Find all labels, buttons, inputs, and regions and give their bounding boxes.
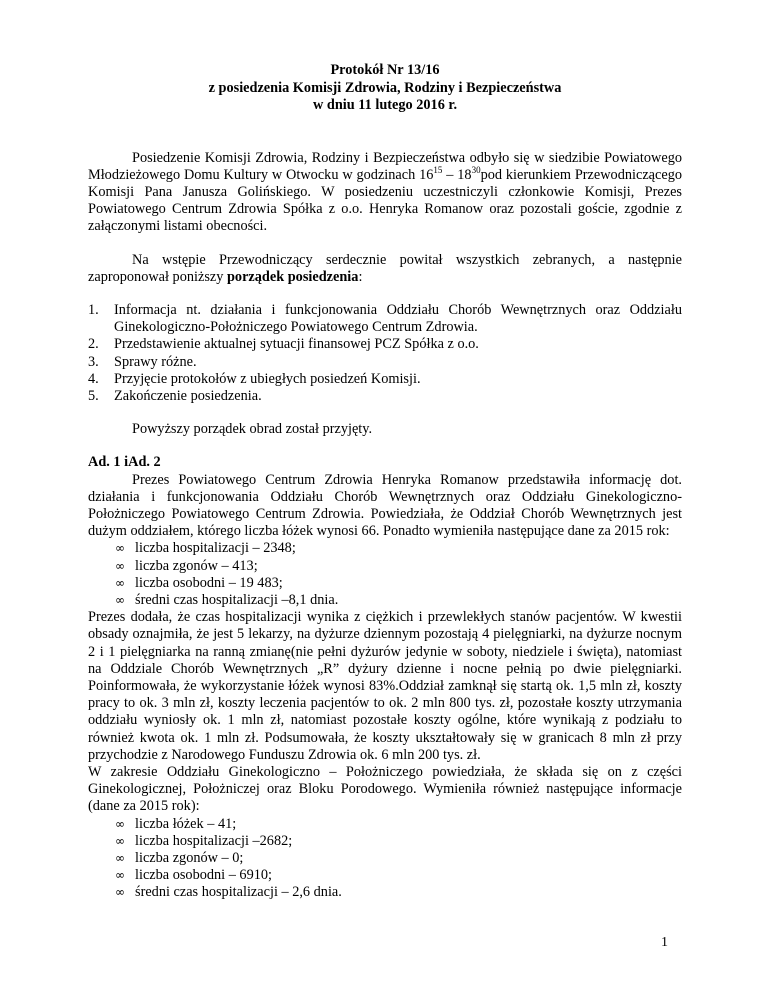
agenda-item: 3. Sprawy różne. — [88, 353, 197, 370]
list-item: ∞ liczba hospitalizacji –2682; — [115, 832, 293, 849]
title-line-3: w dniu 11 lutego 2016 r. — [312, 97, 458, 113]
agenda-item: 4. Przyjęcie protokołów z ubiegłych posiedzeń Komisji. — [88, 370, 421, 387]
list-item: ∞ średni czas hospitalizacji – 2,6 dnia. — [115, 884, 342, 901]
title-line-1: Protokół Nr 13/16 — [330, 62, 440, 78]
list-item: ∞ liczba osobodni – 19 483; — [115, 574, 283, 591]
intro-paragraph: Posiedzenie Komisji Zdrowia, Rodziny i Bezpieczeństwa odbyło się w siedzibie Powiatowego Młodzieżowego Domu Kultury w Otwocku w godzinach $16^{15} - 18^{30}pod$ kierunkiem Przewodniczącego Komisji Pana Janusza Golińskiego. W posiedzeniu uczestniczyli członkowie Komisji, Prezes Powiatowego Centrum Zdrowia Spółka z o.o. Henryka Romanow oraz pozostali goście, zgodnie z załączonymi listami obecności. — [88, 149, 682, 235]
bullet-icon: ∞ — [115, 575, 125, 590]
bullet-icon: ∞ — [115, 592, 125, 607]
agenda-item: 2. Przedstawienie aktualnej sytuacji finansowej PCZ Spółka z o.o. — [88, 336, 479, 353]
list-item: ∞ liczba zgonów – 413; — [115, 557, 258, 574]
bullet-icon: ∞ — [115, 816, 125, 831]
section-heading: Ad. 1 iAd. 2 — [88, 454, 161, 471]
agenda-item: 5. Zakończenie posiedzenia. — [88, 387, 262, 404]
bullet-icon: ∞ — [115, 885, 125, 900]
bullet-icon: ∞ — [115, 541, 125, 556]
section-paragraph-1: Prezes Powiatowego Centrum Zdrowia Henryka Romanow przedstawiła informację dot. działania i funkcjonowania Oddziału Chorób Wewnętrznych oraz Oddziału Ginekologiczno-Położniczego Powiatowego Centrum Zdrowia. Powiedziała, że Oddział Chorób Wewnętrznych jest dużym oddziałem, którego liczba łóżek wynosi 66. Ponadto wymieniła następujące dane za 2015 rok: — [88, 471, 682, 540]
title-line-2: z posiedzenia Komisji Zdrowia, Rodziny i Bezpieczeństwa — [208, 79, 562, 96]
agenda-accepted: Powyższy porządek obrad został przyjęty. — [132, 421, 373, 438]
bullet-icon: ∞ — [115, 833, 125, 848]
list-item: ∞ liczba hospitalizacji – 2348; — [115, 540, 296, 557]
agenda-list — [88, 302, 682, 405]
welcome-paragraph: Na wstępie Przewodniczący serdecznie powitał wszystkich zebranych, a następnie zaproponował poniższy porządek posiedzenia: — [88, 251, 682, 285]
list-item: ∞ średni czas hospitalizacji –8,1 dnia. — [115, 591, 339, 608]
document-page — [88, 62, 682, 902]
bullet-icon: ∞ — [115, 558, 125, 573]
section-paragraph-2: Prezes dodała, że czas hospitalizacji wynika z ciężkich i przewlekłych stanów pacjentów. W kwestii obsady oznajmiła, że jest 5 lekarzy, na dyżurze dziennym pozostają 4 pielęgniarki, na dyżurze nocnym 2 i 1 pielęgniarka na ranną zmianę(nie pełni dyżurów jedynie w soboty, niedziele i święta), natomiast na Oddziale Chorób Wewnętrznych „R” dyżury dzienne i nocne pełnią po dwie pielęgniarki. Poinformowała, że wykorzystanie łóżek wynosi 83%.Oddział zamknął się startą ok. 1,5 mln zł, koszty pracy to ok. 3 mln zł, koszty leczenia pacjentów to ok. 2 mln 800 tys. zł, pozostałe koszty utrzymania oddziału wyniosły ok. 1 mln zł, natomiast pozostałe koszty ogólne, które wynikają z podziału to również kwota ok. 1 mln zł. Podsumowała, że koszty ukształtowały się w granicach 8 mln zł przy przychodzie z Narodowego Funduszu Zdrowia ok. 6 mln 200 tys. zł. — [88, 609, 682, 763]
list-item: ∞ liczba zgonów – 0; — [115, 850, 244, 867]
page-number: 1 — [661, 935, 668, 950]
stats-list-gynecology — [88, 816, 682, 902]
bullet-icon: ∞ — [115, 851, 125, 866]
list-item: ∞ liczba łóżek – 41; — [115, 815, 237, 832]
document-title — [88, 62, 682, 115]
agenda-label: porządek posiedzenia — [226, 268, 359, 285]
agenda-item: 1. Informacja nt. działania i funkcjonowania Oddziału Chorób Wewnętrznych oraz Oddziału Ginekologiczno-Położniczego Powiatowego Centrum Zdrowia. — [88, 301, 682, 336]
stats-list-internal — [88, 540, 682, 609]
bullet-icon: ∞ — [115, 868, 125, 883]
section-paragraph-3: W zakresie Oddziału Ginekologiczno – Położniczego powiedziała, że składa się on z części Ginekologicznej, Położniczej oraz Bloku Porodowego. Wymieniła również następujące informacje (dane za 2015 rok): — [88, 764, 682, 815]
list-item: ∞ liczba osobodni – 6910; — [115, 867, 272, 884]
